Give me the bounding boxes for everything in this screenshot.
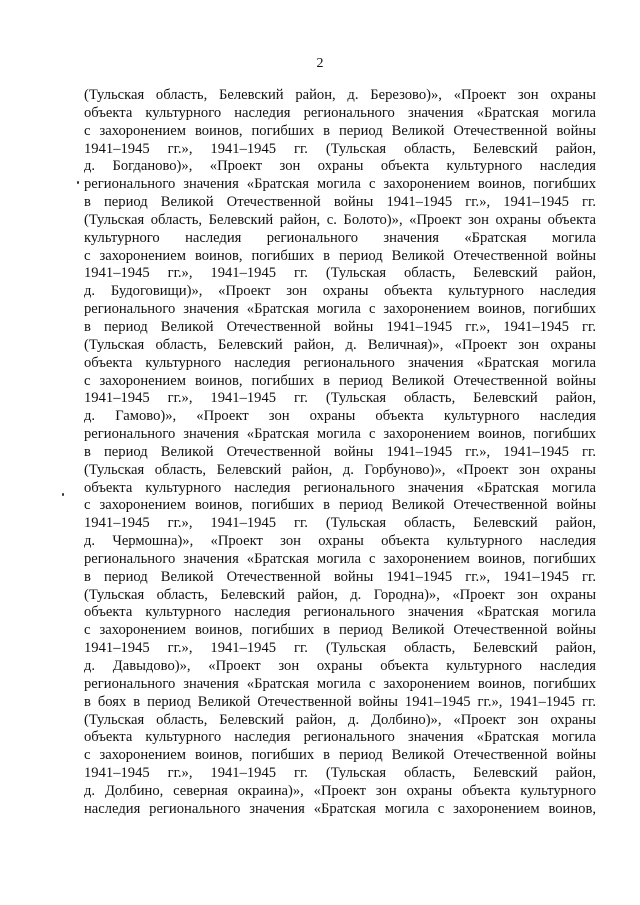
text-line: регионального значения «Братская могила с захоронением воинов, погибших — [84, 550, 596, 567]
text-line: объекта культурного наследия регионального значения «Братская могила — [84, 104, 596, 121]
text-line: в период Великой Отечественной войны 1941–1945 гг.», 1941–1945 гг. — [84, 194, 596, 211]
text-line: объекта культурного наследия регионального значения «Братская могила — [84, 479, 596, 496]
text-line: объекта культурного наследия регионального значения «Братская могила — [84, 604, 596, 621]
text-line: д. Долбино, северная окраина)», «Проект зон охраны объекта культурного — [84, 782, 596, 799]
text-line: 1941–1945 гг.», 1941–1945 гг. (Тульская область, Белевский район, — [84, 515, 596, 532]
text-line: д. Будоговищи)», «Проект зон охраны объекта культурного наследия — [84, 283, 596, 300]
text-line: с захоронением воинов, погибших в период Великой Отечественной войны — [84, 622, 596, 639]
text-line: с захоронением воинов, погибших в период Великой Отечественной войны — [84, 747, 596, 764]
text-line: с захоронением воинов, погибших в период Великой Отечественной войны — [84, 247, 596, 264]
text-line: регионального значения «Братская могила с захоронением воинов, погибших — [84, 426, 596, 443]
text-line: с захоронением воинов, погибших в период Великой Отечественной войны — [84, 372, 596, 389]
text-line: культурного наследия регионального значения «Братская могила — [84, 229, 596, 246]
text-line: (Тульская область, Белевский район, д. Величная)», «Проект зон охраны — [84, 336, 596, 353]
text-line: регионального значения «Братская могила с захоронением воинов, погибших — [84, 176, 596, 193]
text-line: (Тульская область, Белевский район, д. Горбуново)», «Проект зон охраны — [84, 461, 596, 478]
text-line: 1941–1945 гг.», 1941–1945 гг. (Тульская область, Белевский район, — [84, 640, 596, 657]
text-line: в период Великой Отечественной войны 1941–1945 гг.», 1941–1945 гг. — [84, 568, 596, 585]
text-line: регионального значения «Братская могила с захоронением воинов, погибших — [84, 301, 596, 318]
text-line: регионального значения «Братская могила с захоронением воинов, погибших — [84, 675, 596, 692]
text-line: в боях в период Великой Отечественной войны 1941–1945 гг.», 1941–1945 гг. — [84, 693, 596, 710]
text-line: объекта культурного наследия регионального значения «Братская могила — [84, 354, 596, 371]
text-line: с захоронением воинов, погибших в период Великой Отечественной войны — [84, 497, 596, 514]
scan-speck — [77, 181, 79, 184]
text-line: в период Великой Отечественной войны 1941–1945 гг.», 1941–1945 гг. — [84, 318, 596, 335]
text-line: (Тульская область, Белевский район, д. Городна)», «Проект зон охраны — [84, 586, 596, 603]
document-body — [84, 87, 596, 819]
text-line: д. Давыдово)», «Проект зон охраны объекта культурного наследия — [84, 658, 596, 674]
text-line: (Тульская область, Белевский район, д. Березово)», «Проект зон охраны — [84, 87, 596, 103]
text-line: д. Чермошна)», «Проект зон охраны объекта культурного наследия — [84, 533, 596, 550]
text-line: 1941–1945 гг.», 1941–1945 гг. (Тульская область, Белевский район, — [84, 140, 596, 157]
text-line: 1941–1945 гг.», 1941–1945 гг. (Тульская область, Белевский район, — [84, 390, 596, 407]
text-line: д. Гамово)», «Проект зон охраны объекта культурного наследия — [84, 408, 596, 425]
scan-speck — [62, 493, 64, 496]
text-line: (Тульская область, Белевский район, с. Болото)», «Проект зон охраны объекта — [84, 211, 596, 228]
text-line: 1941–1945 гг.», 1941–1945 гг. (Тульская область, Белевский район, — [84, 765, 596, 782]
text-line: (Тульская область, Белевский район, д. Долбино)», «Проект зон охраны — [84, 711, 596, 728]
text-line: 1941–1945 гг.», 1941–1945 гг. (Тульская область, Белевский район, — [84, 265, 596, 282]
text-line: в период Великой Отечественной войны 1941–1945 гг.», 1941–1945 гг. — [84, 443, 596, 460]
text-line: с захоронением воинов, погибших в период Великой Отечественной войны — [84, 122, 596, 139]
text-line: объекта культурного наследия регионального значения «Братская могила — [84, 729, 596, 746]
text-line: наследия регионального значения «Братская могила с захоронением воинов, — [84, 800, 596, 817]
text-line: д. Богданово)», «Проект зон охраны объекта культурного наследия — [84, 158, 596, 175]
page-number: 2 — [316, 56, 324, 71]
